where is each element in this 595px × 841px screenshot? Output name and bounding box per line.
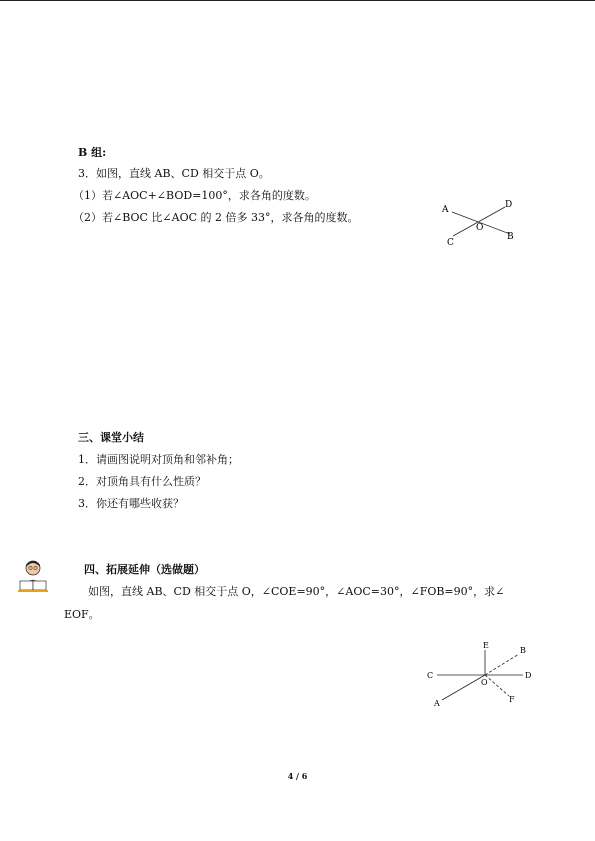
ray-of (485, 675, 509, 696)
extension-problem-line-2: EOF。 (64, 608, 100, 621)
label-o: O (481, 678, 488, 687)
question-3-text: 3．如图，直线 AB、CD 相交于点 O。 (78, 167, 270, 180)
extension-problem-line-1: 如图，直线 AB、CD 相交于点 O，∠COE=90°，∠AOC=30°，∠FOB=90°，求∠ (88, 585, 505, 598)
label-f: F (509, 695, 515, 704)
label-b: B (520, 646, 526, 655)
label-d: D (505, 200, 513, 210)
label-d: D (525, 671, 532, 680)
label-e: E (483, 641, 489, 650)
figure-intersecting-lines-ab-cd (438, 196, 518, 246)
summary-item-2: 2．对顶角具有什么性质？ (78, 475, 206, 488)
person-reading-icon (14, 559, 52, 595)
top-border-line (0, 0, 595, 1)
ray-ob (485, 654, 519, 675)
section-4-heading: 四、拓展延伸（选做题） (84, 563, 205, 576)
question-3-part-1: （1）若∠AOC+∠BOD=100°，求各角的度数。 (73, 189, 316, 202)
summary-item-1: 1．请画图说明对顶角和邻补角； (78, 453, 239, 466)
section-b-heading: B 组: (78, 146, 107, 159)
question-3-part-2: （2）若∠BOC 比∠AOC 的 2 倍多 33°，求各角的度数。 (73, 211, 359, 224)
section-3-heading: 三、课堂小结 (78, 431, 144, 444)
ray-oa (442, 675, 485, 700)
page-number: 4 / 6 (287, 771, 308, 781)
label-o: O (476, 223, 484, 233)
summary-item-3: 3．你还有哪些收获？ (78, 497, 184, 510)
label-a: A (434, 699, 440, 708)
figure-lines-ab-cd-with-rays-oe-of (425, 640, 535, 710)
label-b: B (507, 232, 514, 242)
label-c: C (447, 238, 454, 248)
label-a: A (442, 205, 449, 215)
label-c: C (427, 671, 434, 680)
